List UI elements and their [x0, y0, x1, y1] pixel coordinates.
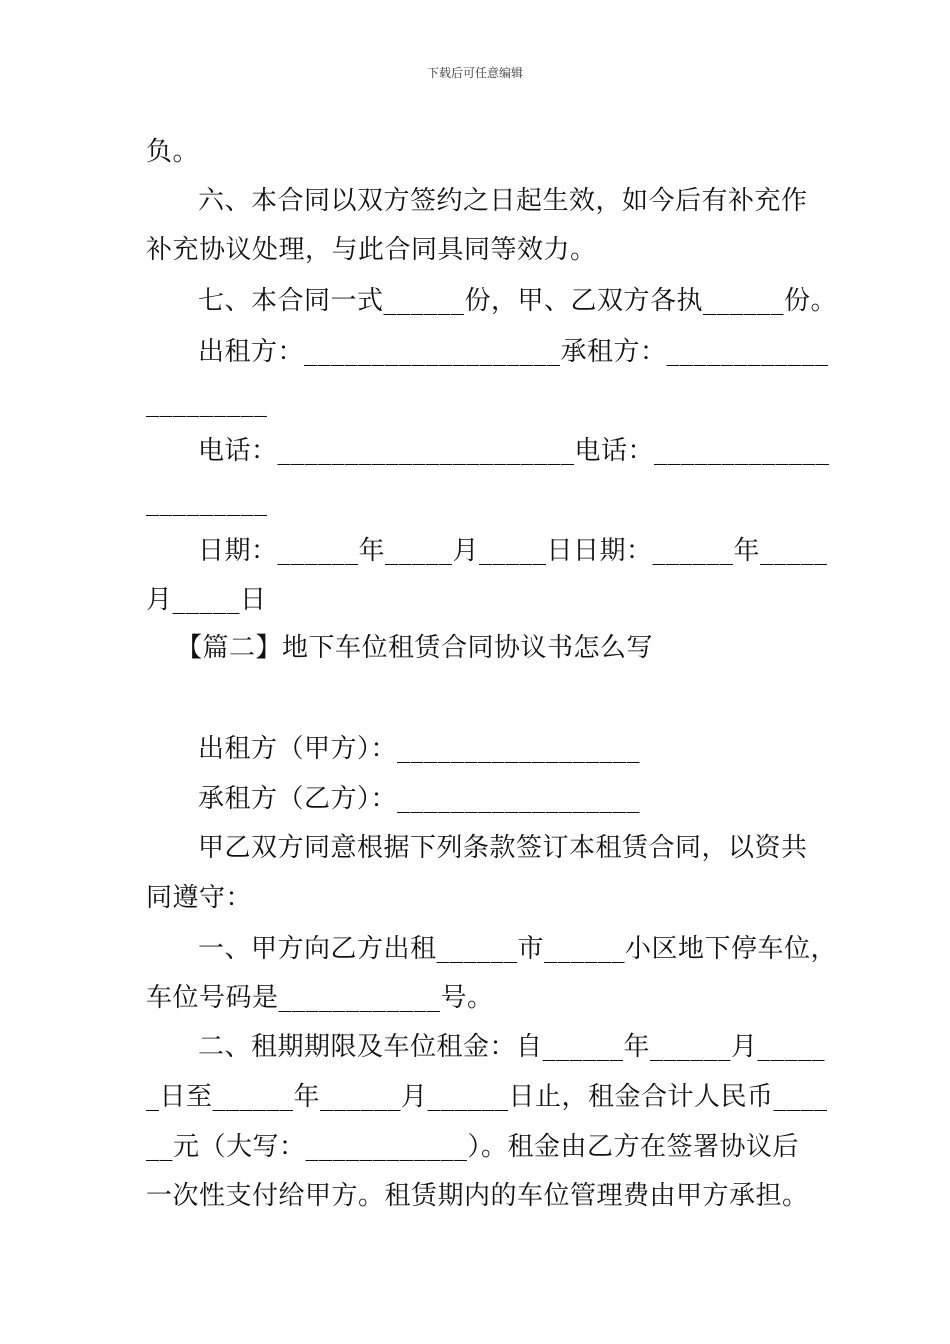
clause-six-line-1: 六、本合同以双方签约之日起生效，如今后有补充作 — [198, 186, 808, 216]
date-fields-line-1: 日期：______年_____月_____日日期：______年_____ — [198, 536, 828, 566]
clause-one-line-1: 一、甲方向乙方出租______市______小区地下停车位， — [198, 934, 838, 964]
clause-one-line-2: 车位号码是____________号。 — [146, 983, 494, 1013]
page-header-watermark: 下载后可任意编辑 — [426, 66, 523, 80]
signature-underline-continuation: _________ — [146, 388, 268, 418]
lessor-party-a: 出租方（甲方）：__________________ — [198, 734, 641, 764]
agreement-intro-line-2: 同遵守： — [146, 883, 253, 913]
clause-two-line-3: __元（大写：____________）。租金由乙方在签署协议后 — [146, 1132, 800, 1162]
clause-six-line-2: 补充协议处理，与此合同具同等效力。 — [146, 235, 597, 265]
agreement-intro-line-1: 甲乙双方同意根据下列条款签订本租赁合同，以资共 — [198, 833, 808, 863]
lessee-party-b: 承租方（乙方）：__________________ — [198, 784, 641, 814]
phone-underline-continuation: _________ — [146, 487, 268, 517]
clause-two-line-2: _日至______年______月______日止，租金合计人民币____ — [146, 1082, 828, 1112]
clause-two-line-4: 一次性支付给甲方。租赁期内的车位管理费由甲方承担。 — [146, 1181, 809, 1211]
signature-lessor-lessee: 出租方：___________________承租方：____________ — [198, 337, 829, 367]
section-heading: 【篇二】地下车位租赁合同协议书怎么写 — [176, 633, 654, 663]
clause-two-line-1: 二、租期期限及车位租金：自______年______月_____ — [198, 1032, 826, 1062]
date-fields-line-2: 月_____日 — [146, 585, 267, 615]
phone-fields: 电话：______________________电话：_____________ — [198, 436, 830, 466]
clause-seven: 七、本合同一式______份，甲、乙双方各执______份。 — [198, 286, 838, 316]
text-line-end-of-clause: 负。 — [146, 137, 200, 167]
